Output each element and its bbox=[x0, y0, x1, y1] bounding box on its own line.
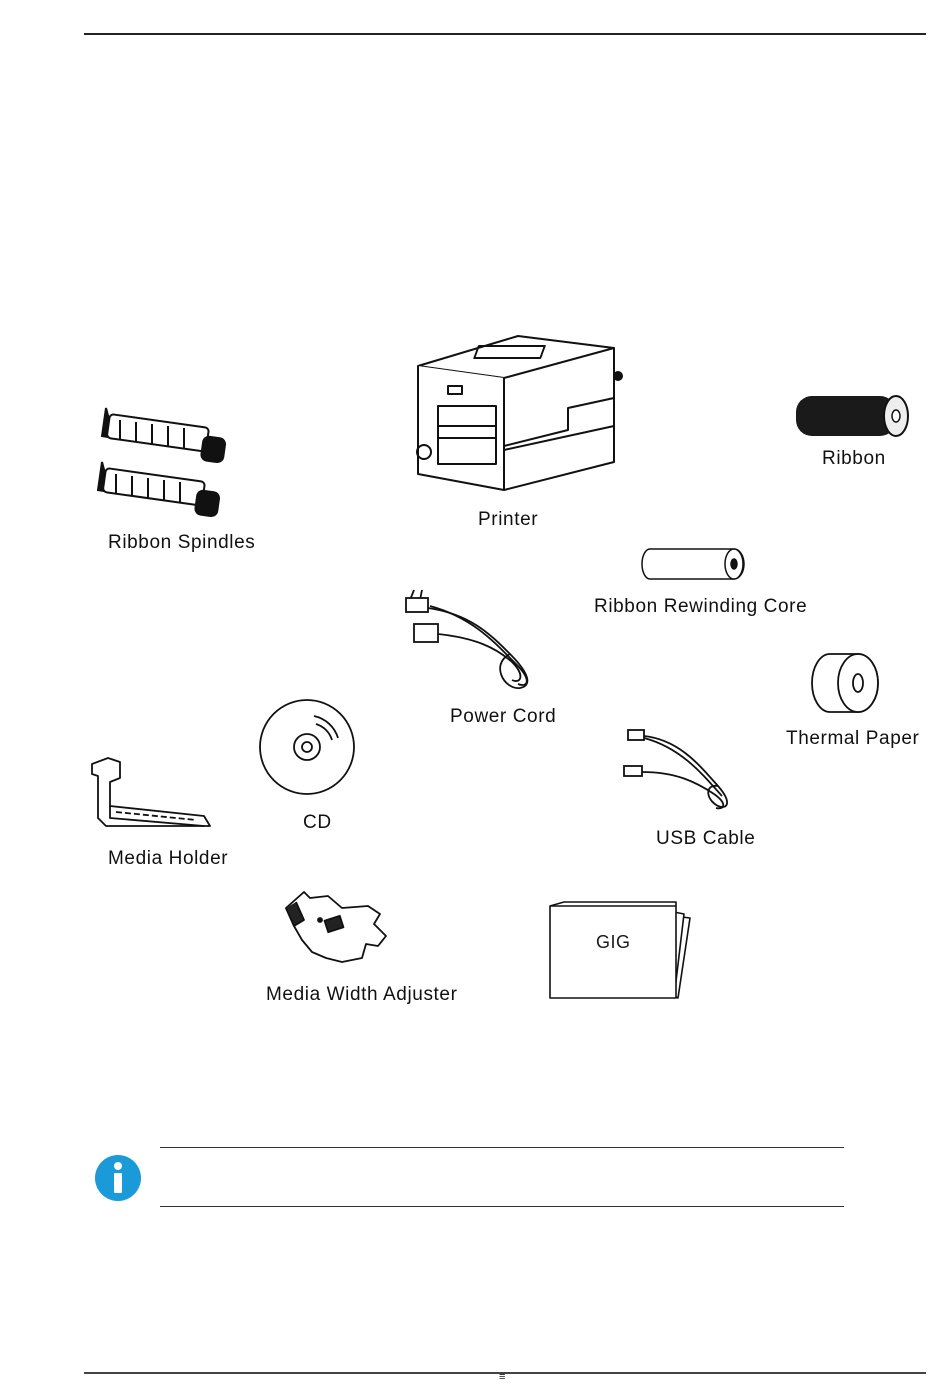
ribbon-rewinding-core-illustration bbox=[640, 546, 748, 582]
power-cord-label: Power Cord bbox=[450, 706, 557, 727]
printer-label: Printer bbox=[478, 509, 539, 530]
ribbon-illustration bbox=[792, 392, 912, 440]
thermal-paper-illustration bbox=[810, 652, 882, 714]
media-width-adjuster-illustration bbox=[282, 886, 396, 970]
gig-label: GIG bbox=[596, 932, 631, 952]
page-mark: ≡ bbox=[499, 1371, 506, 1383]
cd-illustration bbox=[258, 698, 356, 796]
note-top-rule bbox=[160, 1147, 844, 1148]
ribbon-spindles-label: Ribbon Spindles bbox=[108, 532, 256, 553]
header-rule bbox=[84, 33, 926, 35]
info-icon bbox=[94, 1154, 142, 1202]
media-holder-label: Media Holder bbox=[108, 848, 229, 869]
ribbon-rewinding-core-label: Ribbon Rewinding Core bbox=[594, 596, 808, 617]
power-cord-illustration bbox=[400, 584, 540, 694]
cd-label: CD bbox=[303, 812, 332, 833]
printer-illustration bbox=[408, 326, 626, 498]
note-bottom-rule bbox=[160, 1206, 844, 1207]
ribbon-label: Ribbon bbox=[822, 448, 886, 469]
media-width-adjuster-label: Media Width Adjuster bbox=[266, 984, 458, 1005]
usb-cable-label: USB Cable bbox=[656, 828, 756, 849]
thermal-paper-label: Thermal Paper bbox=[786, 728, 920, 749]
media-holder-illustration bbox=[86, 756, 216, 834]
ribbon-spindles-illustration bbox=[84, 400, 244, 520]
usb-cable-illustration bbox=[620, 726, 738, 812]
